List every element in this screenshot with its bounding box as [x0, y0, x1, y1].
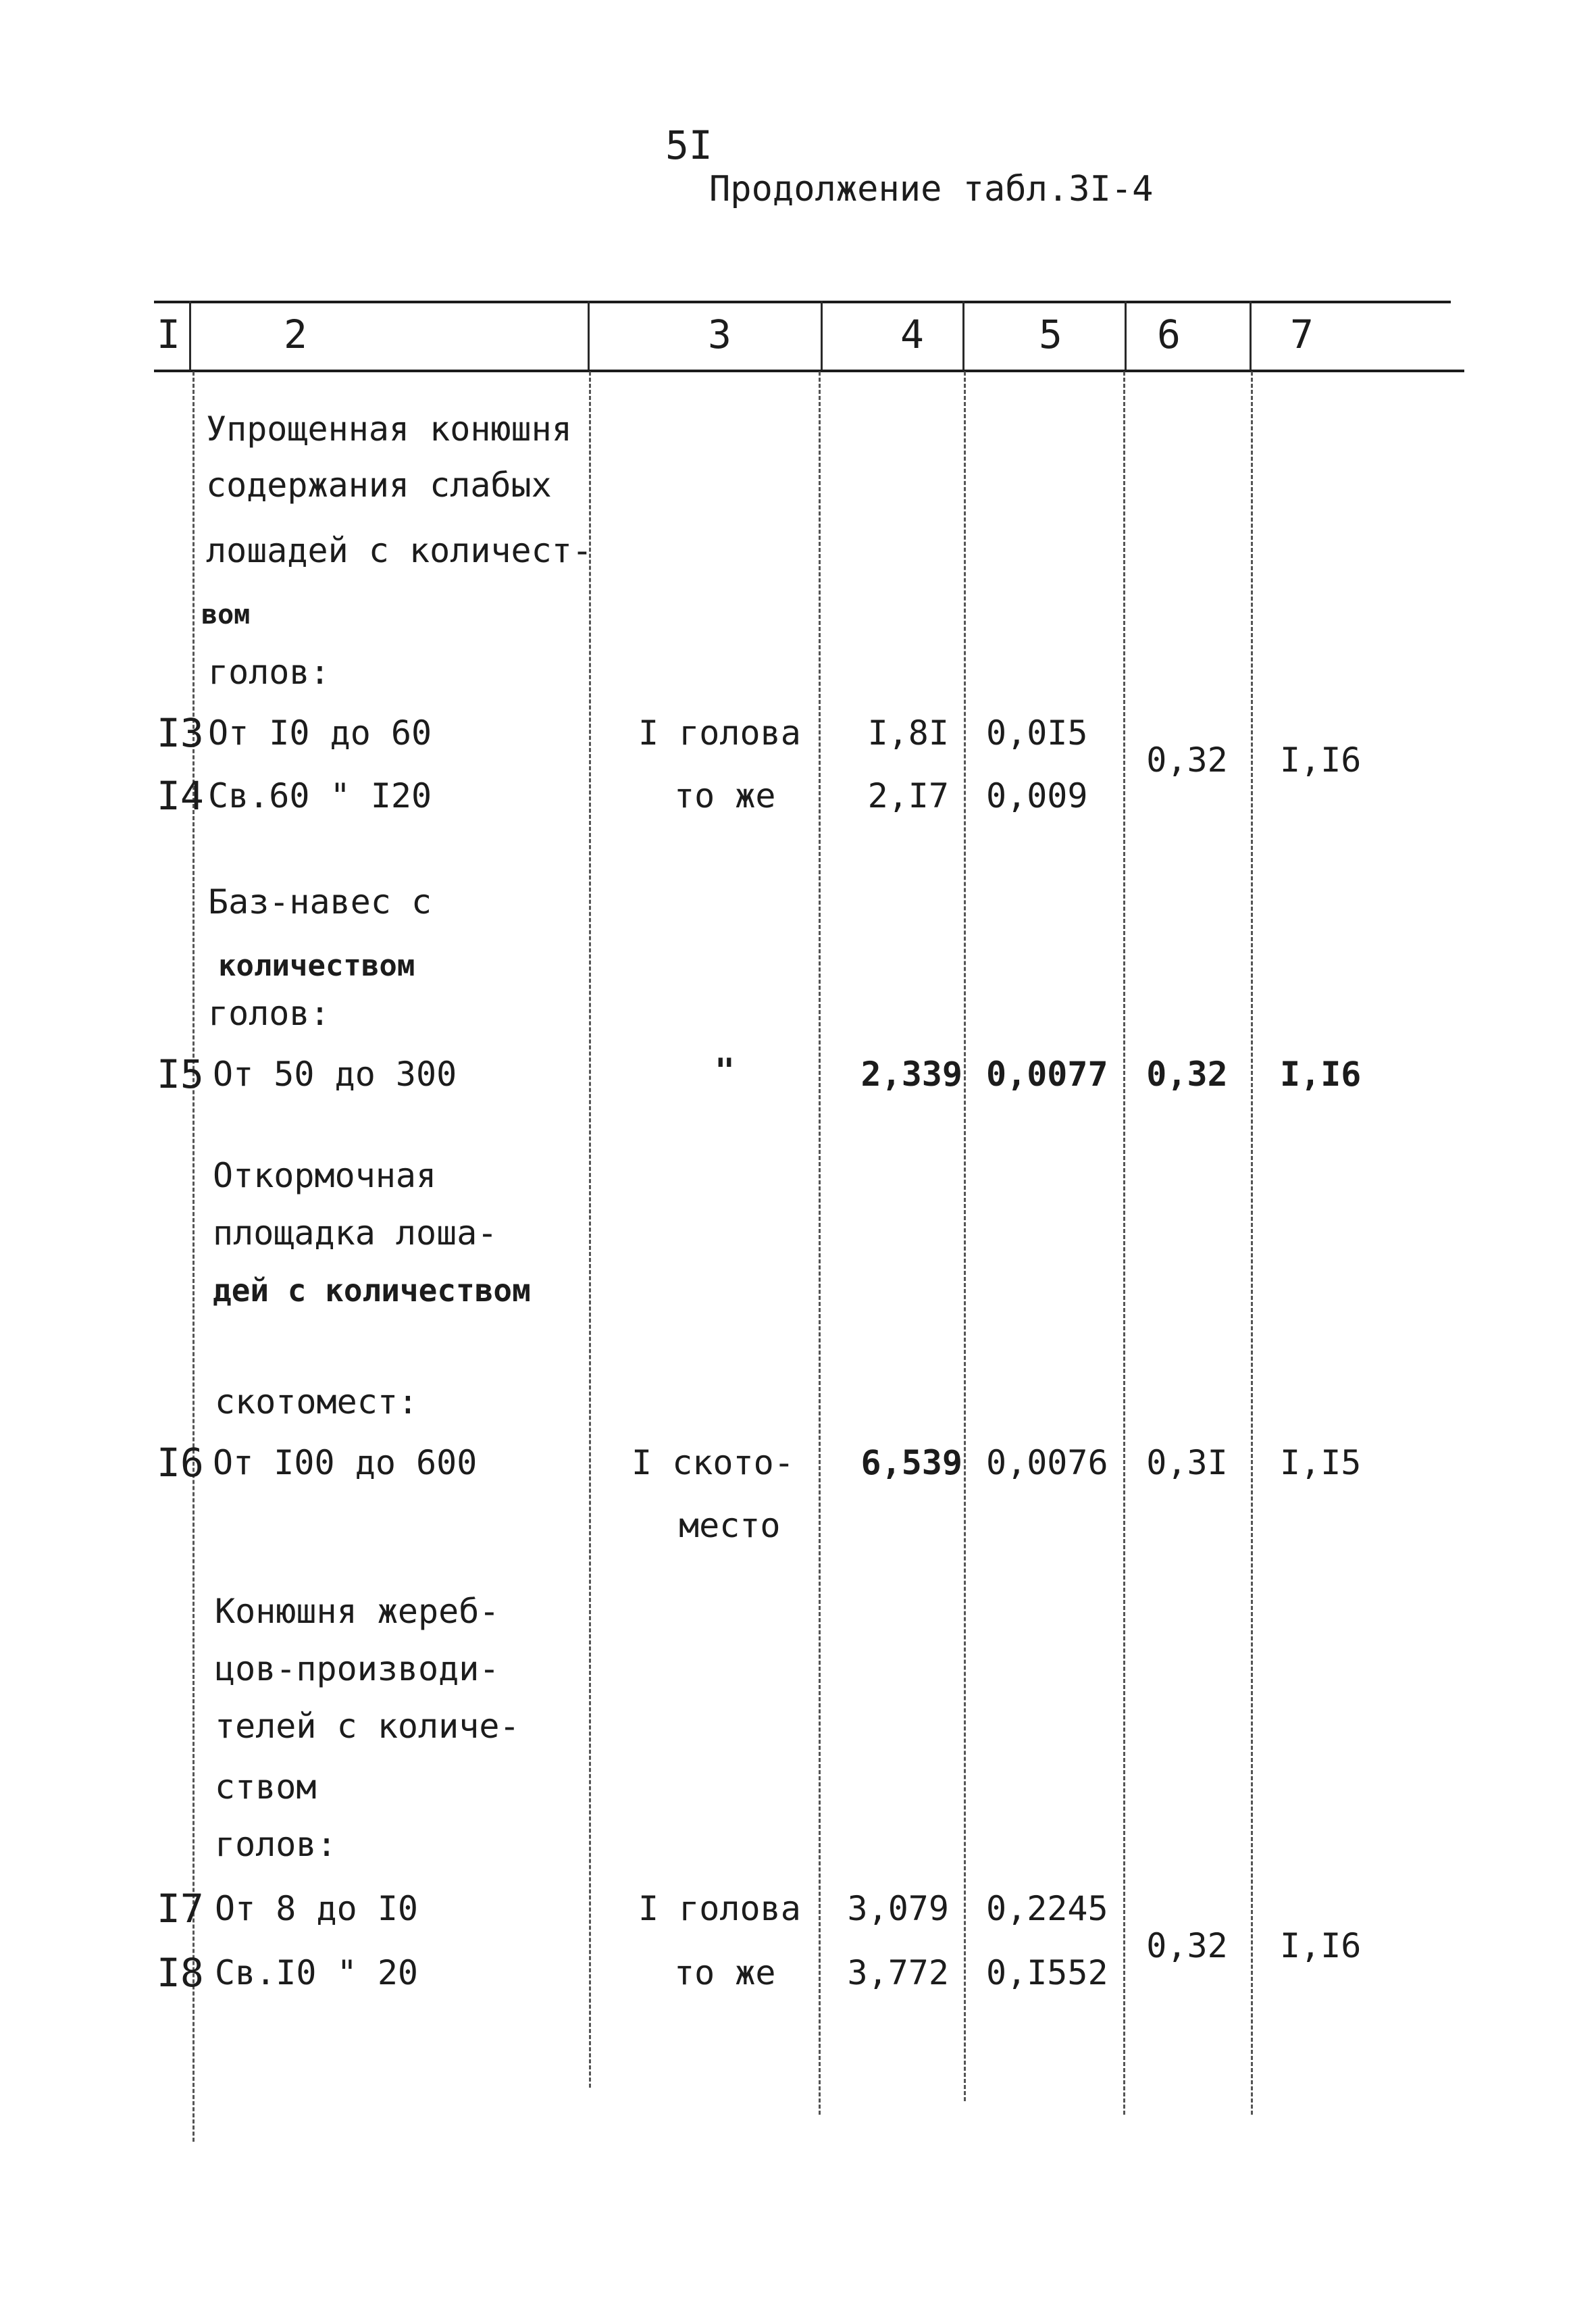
group-2-col7: I,I6 [1280, 1055, 1362, 1094]
group-1-title-line-3: лошадей с количест- [206, 531, 592, 570]
body-sep-2 [589, 372, 591, 2088]
row-unit: то же [674, 1953, 776, 1992]
body-sep-3 [819, 372, 821, 2115]
body-sep-5 [1123, 372, 1125, 2115]
row-col4: I,8I [867, 713, 949, 753]
row-range: От 8 до I0 [215, 1889, 419, 1928]
group-1-col6: 0,32 [1146, 740, 1228, 780]
header-col-2: 2 [284, 311, 307, 357]
group-1-col7: I,I6 [1280, 740, 1362, 780]
body-sep-6 [1251, 372, 1253, 2115]
row-no: I3 [157, 710, 204, 756]
row-unit: I голова [638, 713, 801, 753]
header-sep-3 [821, 301, 823, 370]
group-4-title-line-1: Конюшня жереб- [215, 1592, 500, 1631]
row-col4: 3,772 [847, 1953, 949, 1992]
row-col4: 2,339 [860, 1055, 962, 1094]
row-unit-cont: место [679, 1506, 781, 1545]
row-unit: I голова [638, 1889, 801, 1928]
body-sep-4 [964, 372, 966, 2101]
row-col5: 0,0076 [986, 1443, 1108, 1482]
row-col5: 0,2245 [986, 1889, 1108, 1928]
row-range: От 50 до 300 [213, 1055, 457, 1094]
row-range: От I0 до 60 [208, 713, 432, 753]
header-sep-5 [1125, 301, 1127, 370]
row-no: I6 [157, 1440, 204, 1486]
row-range: Св.60 " I20 [208, 776, 432, 815]
header-sep-2 [588, 301, 590, 370]
header-col-1: I [157, 311, 180, 357]
header-sep-6 [1250, 301, 1252, 370]
table-caption: Продолжение табл.3I-4 [709, 169, 1154, 209]
row-col4: 2,I7 [867, 776, 949, 815]
row-col4: 6,539 [860, 1443, 962, 1482]
row-col5: 0,009 [986, 776, 1088, 815]
group-3-title-line-4: скотомест: [215, 1382, 419, 1422]
group-3-title-line-1: Откормочная [213, 1156, 437, 1195]
body-sep-1 [192, 372, 195, 2142]
row-no: I8 [157, 1950, 204, 1996]
group-3-col7: I,I5 [1280, 1443, 1362, 1482]
table-top-rule [154, 301, 1451, 303]
row-col5: 0,I552 [986, 1953, 1108, 1992]
header-sep-1 [189, 301, 191, 370]
row-unit: I ското- [632, 1443, 794, 1482]
row-unit: то же [674, 776, 776, 815]
row-no: I5 [157, 1051, 204, 1097]
header-col-6: 6 [1157, 311, 1181, 357]
row-range: Св.I0 " 20 [215, 1953, 419, 1992]
header-col-5: 5 [1039, 311, 1062, 357]
group-1-title-line-4: вом [201, 599, 251, 630]
header-col-3: 3 [708, 311, 731, 357]
group-3-col6: 0,3I [1146, 1443, 1228, 1482]
group-4-title-line-2: цов-производи- [215, 1649, 500, 1688]
group-3-title-line-3: дей с количеством [213, 1272, 531, 1309]
group-4-col7: I,I6 [1280, 1926, 1362, 1965]
row-col5: 0,0I5 [986, 713, 1088, 753]
group-3-title-line-2: площадка лоша- [213, 1213, 498, 1253]
row-col4: 3,079 [847, 1889, 949, 1928]
group-4-title-line-4: ством [215, 1767, 317, 1807]
group-4-title-line-3: телей с количе- [215, 1707, 520, 1746]
row-no: I7 [157, 1886, 204, 1932]
group-4-col6: 0,32 [1146, 1926, 1228, 1965]
group-1-title-line-2: содержания слабых [206, 466, 552, 505]
page-number: 5I [665, 122, 713, 168]
group-2-title-line-1: Баз-навес с [208, 882, 432, 922]
header-col-7: 7 [1290, 311, 1314, 357]
header-bottom-rule [154, 370, 1464, 372]
row-no: I4 [157, 773, 204, 819]
row-unit: " [715, 1051, 736, 1090]
group-2-title-line-3: голов: [208, 994, 330, 1033]
header-col-4: 4 [900, 311, 924, 357]
group-1-title-line-5: голов: [208, 653, 330, 692]
group-2-col6: 0,32 [1146, 1055, 1228, 1094]
row-col5: 0,0077 [986, 1055, 1108, 1094]
group-4-title-line-5: голов: [215, 1825, 337, 1864]
header-sep-4 [962, 301, 964, 370]
row-range: От I00 до 600 [213, 1443, 478, 1482]
group-2-title-line-2: количеством [218, 949, 415, 983]
group-1-title-line-1: Упрощенная конюшня [206, 409, 572, 449]
